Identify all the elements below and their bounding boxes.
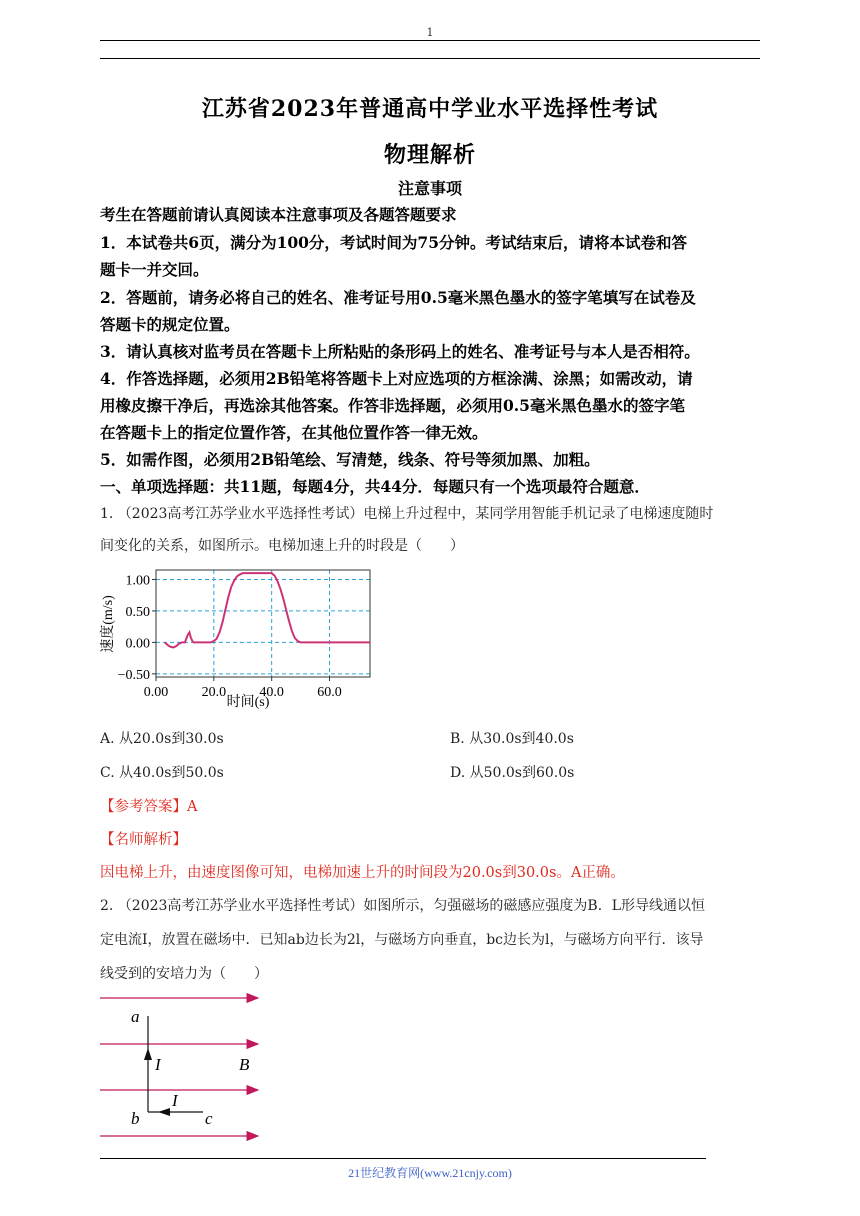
question-2-text: 线受到的安培力为（ ）	[100, 966, 268, 982]
current-arrow-up	[144, 1048, 152, 1060]
notice-line: 用橡皮擦干净后，再选涂其他答案。作答非选择题，必须用0.5毫米黑色墨水的签字笔	[100, 396, 685, 415]
option-a: A. 从20.0s到30.0s	[100, 731, 224, 747]
y-tick-label: 1.00	[125, 573, 150, 589]
analysis-label: 【名师解析】	[100, 832, 187, 848]
notice-line: 考生在答题前请认真阅读本注意事项及各题答题要求	[100, 205, 457, 224]
label-i-vertical: I	[155, 1055, 161, 1074]
x-tick-label: 60.0	[317, 685, 342, 700]
field-lines	[100, 998, 258, 1136]
footer-rule	[100, 1158, 706, 1159]
notice-line: 3．请认真核对监考员在答题卡上所粘贴的条形码上的姓名、准考证号与本人是否相符。	[100, 342, 700, 361]
x-tick-label: 0.00	[143, 685, 169, 700]
label-c: c	[205, 1109, 213, 1128]
footer-source: 21世纪教育网(www.21cnjy.com)	[348, 1166, 512, 1180]
notice-line: 1．本试卷共6页，满分为100分，考试时间为75分钟。考试结束后，请将本试卷和答	[100, 233, 687, 252]
y-tick-label: −0.50	[117, 667, 150, 683]
x-axis-label: 时间(s)	[226, 695, 270, 710]
notice-heading: 注意事项	[397, 179, 462, 198]
option-b: B. 从30.0s到40.0s	[450, 731, 574, 747]
option-d: D. 从50.0s到60.0s	[450, 765, 575, 781]
section-heading: 一、单项选择题：共11题，每题4分，共44分．每题只有一个选项最符合题意．	[100, 477, 650, 496]
question-2-text: 2. （2023高考江苏学业水平选择性考试）如图所示，匀强磁场的磁感应强度为B．L形导线通以恒	[100, 898, 706, 914]
y-tick-label: 0.50	[125, 604, 150, 620]
question-1-text: 1. （2023高考江苏学业水平选择性考试）电梯上升过程中，某同学用智能手机记录了电梯速度随时	[100, 506, 714, 522]
y-axis-label: 速度(m/s)	[101, 595, 116, 653]
plot-frame	[156, 570, 370, 677]
document-title: 江苏省2023年普通高中学业水平选择性考试	[201, 96, 659, 122]
header-rule-2	[100, 58, 760, 59]
velocity-series-line	[165, 573, 370, 647]
magnetic-field-figure	[96, 990, 266, 1150]
reference-answer: 【参考答案】A	[100, 799, 198, 815]
question-2-text: 定电流I，放置在磁场中．已知ab边长为2l，与磁场方向垂直，bc边长为l，与磁场方向平行．该导	[100, 932, 704, 948]
x-tick-label: 20.0	[201, 685, 227, 700]
document-subtitle: 物理解析	[383, 142, 476, 168]
notice-line: 2．答题前，请务必将自己的姓名、准考证号用0.5毫米黑色墨水的签字笔填写在试卷及	[100, 288, 696, 307]
page-number: 1	[426, 26, 434, 39]
chart-grid	[156, 570, 370, 677]
label-b: b	[131, 1109, 140, 1128]
notice-line: 4．作答选择题，必须用2B铅笔将答题卡上对应选项的方框涂满、涂黑；如需改动，请	[100, 369, 693, 388]
question-1-text: 间变化的关系，如图所示。电梯加速上升的时段是（ ）	[100, 538, 464, 554]
notice-line: 题卡一并交回。	[100, 260, 209, 279]
notice-line: 5．如需作图，必须用2B铅笔绘、写清楚，线条、符号等须加黑、加粗。	[100, 450, 600, 469]
y-tick-label: 0.00	[125, 636, 150, 652]
current-arrow-left	[158, 1108, 170, 1116]
velocity-time-chart	[98, 562, 388, 712]
label-a: a	[131, 1007, 140, 1026]
notice-line: 答题卡的规定位置。	[100, 315, 240, 334]
analysis-text: 因电梯上升，由速度图像可知，电梯加速上升的时间段为20.0s到30.0s。A正确。	[100, 865, 625, 881]
label-b-field: B	[239, 1055, 250, 1074]
x-tick-label: 40.0	[259, 685, 284, 700]
option-c: C. 从40.0s到50.0s	[100, 765, 224, 781]
label-i-horizontal: I	[172, 1091, 178, 1110]
notice-line: 在答题卡上的指定位置作答，在其他位置作答一律无效。	[100, 423, 488, 442]
header-rule	[100, 40, 760, 41]
